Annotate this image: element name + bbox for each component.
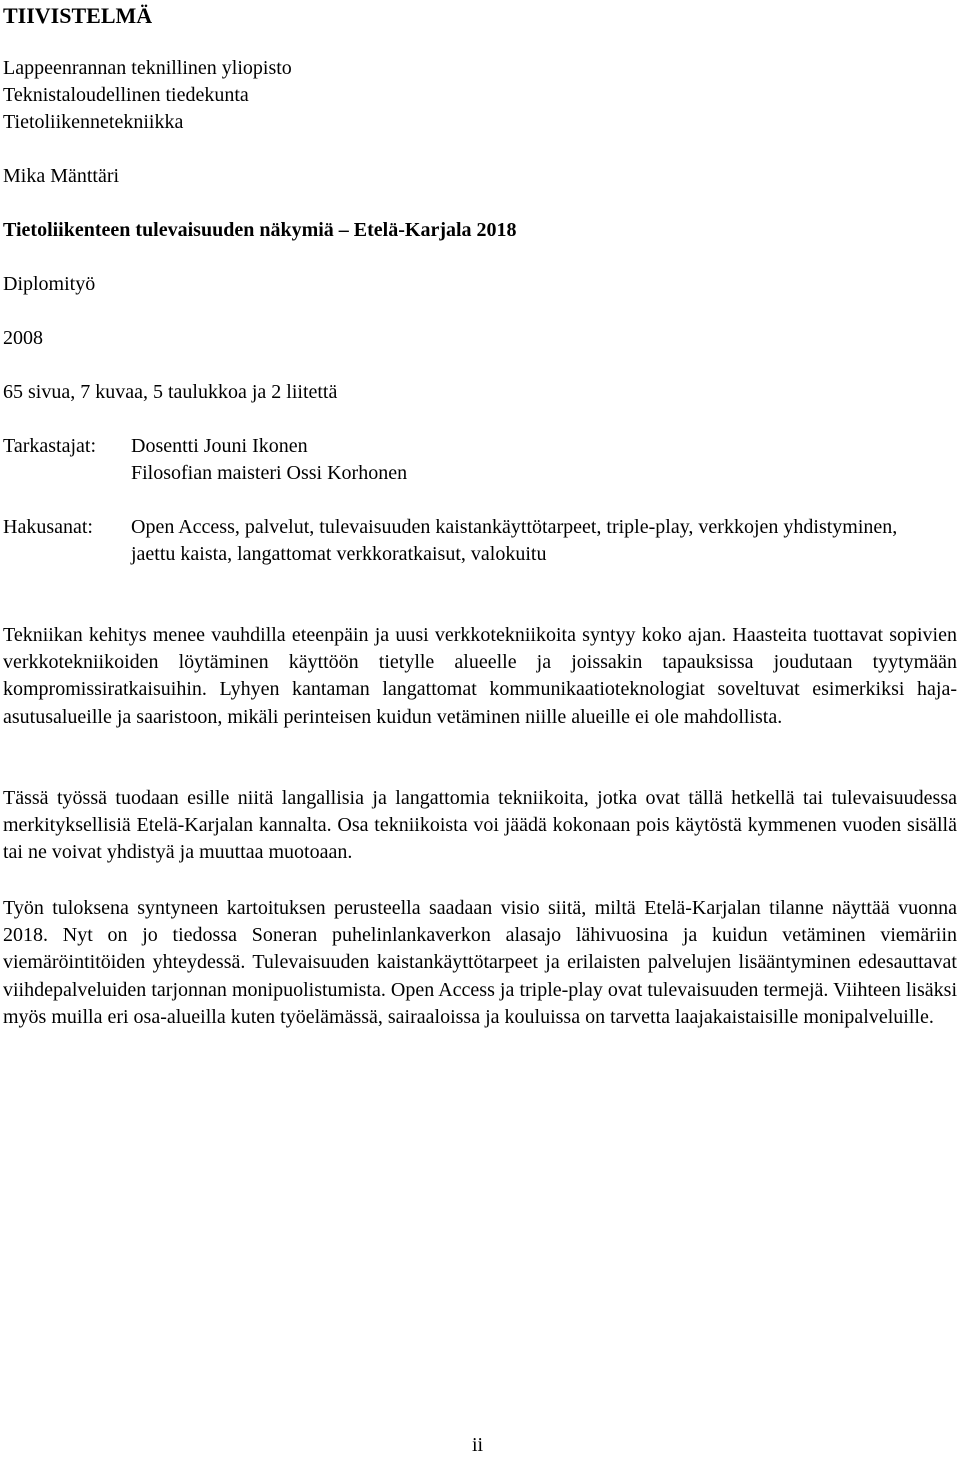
department-name: Tietoliikennetekniikka <box>3 111 184 133</box>
keywords-label: Hakusanat: <box>3 516 93 538</box>
thesis-extent: 65 sivua, 7 kuvaa, 5 taulukkoa ja 2 liitettä <box>3 381 338 403</box>
thesis-type: Diplomityö <box>3 273 96 295</box>
faculty-name: Teknistaloudellinen tiedekunta <box>3 84 249 106</box>
thesis-title: Tietoliikenteen tulevaisuuden näkymiä – Etelä-Karjala 2018 <box>3 219 517 241</box>
thesis-year: 2008 <box>3 327 43 349</box>
keywords-value: Open Access, palvelut, tulevaisuuden kaistankäyttötarpeet, triple-play, verkkojen yhdistyminen, jaettu kaista, langattomat verkkoratkaisut, valokuitu <box>131 516 898 565</box>
abstract-paragraph: Tekniikan kehitys menee vauhdilla eteenpäin ja uusi verkkotekniikoita syntyy koko ajan. Haasteita tuottavat sopivien verkkotekniikoiden löytäminen käyttöön tietylle alueelle ja joissakin tapauksissa joudutaan tyytymään kompromissiratkaisuihin. Lyhyen kantaman langattomat kommunikaatioteknologiat soveltuvat esimerkiksi haja-asutusalueille ja saaristoon, mikäli perinteisen kuidun vetäminen niille alueille ei ole mahdollista. <box>3 624 957 728</box>
examiner-name: Dosentti Jouni Ikonen <box>131 435 308 457</box>
abstract-paragraph: Tässä työssä tuodaan esille niitä langallisia ja langattomia tekniikoita, jotka ovat tällä hetkellä tai tulevaisuudessa merkityksellisiä Etelä-Karjalan kannalta. Osa tekniikoista voi jäädä kokonaan pois käytöstä kymmenen vuoden sisällä tai ne voivat yhdistyä ja muuttaa muotoaan. <box>3 787 957 864</box>
examiners-label: Tarkastajat: <box>3 435 96 457</box>
author-name: Mika Mänttäri <box>3 165 120 187</box>
page-number: ii <box>472 1434 484 1456</box>
university-name: Lappeenrannan teknillinen yliopisto <box>3 57 292 79</box>
examiner-name: Filosofian maisteri Ossi Korhonen <box>131 462 408 484</box>
abstract-paragraph: Työn tuloksena syntyneen kartoituksen perusteella saadaan visio siitä, miltä Etelä-Karjalan tilanne näyttää vuonna 2018. Nyt on jo tiedossa Soneran puhelinlankaverkon alasajo lähivuosina ja kuidun vetäminen viemäriin viemäröintitöiden yhteydessä. Tulevaisuuden kaistankäyttötarpeet ja erilaisten palvelujen lisääntyminen edesauttavat viihdepalveluiden tarjonnan monipuolistumista. Open Access ja triple-play ovat tulevaisuuden termejä. Viihteen lisäksi myös muilla eri osa-alueilla kuten työelämässä, sairaaloissa ja kouluissa on tarvetta laajakaistaisille monipalveluille. <box>3 897 957 1028</box>
page-heading: TIIVISTELMÄ <box>3 3 153 28</box>
